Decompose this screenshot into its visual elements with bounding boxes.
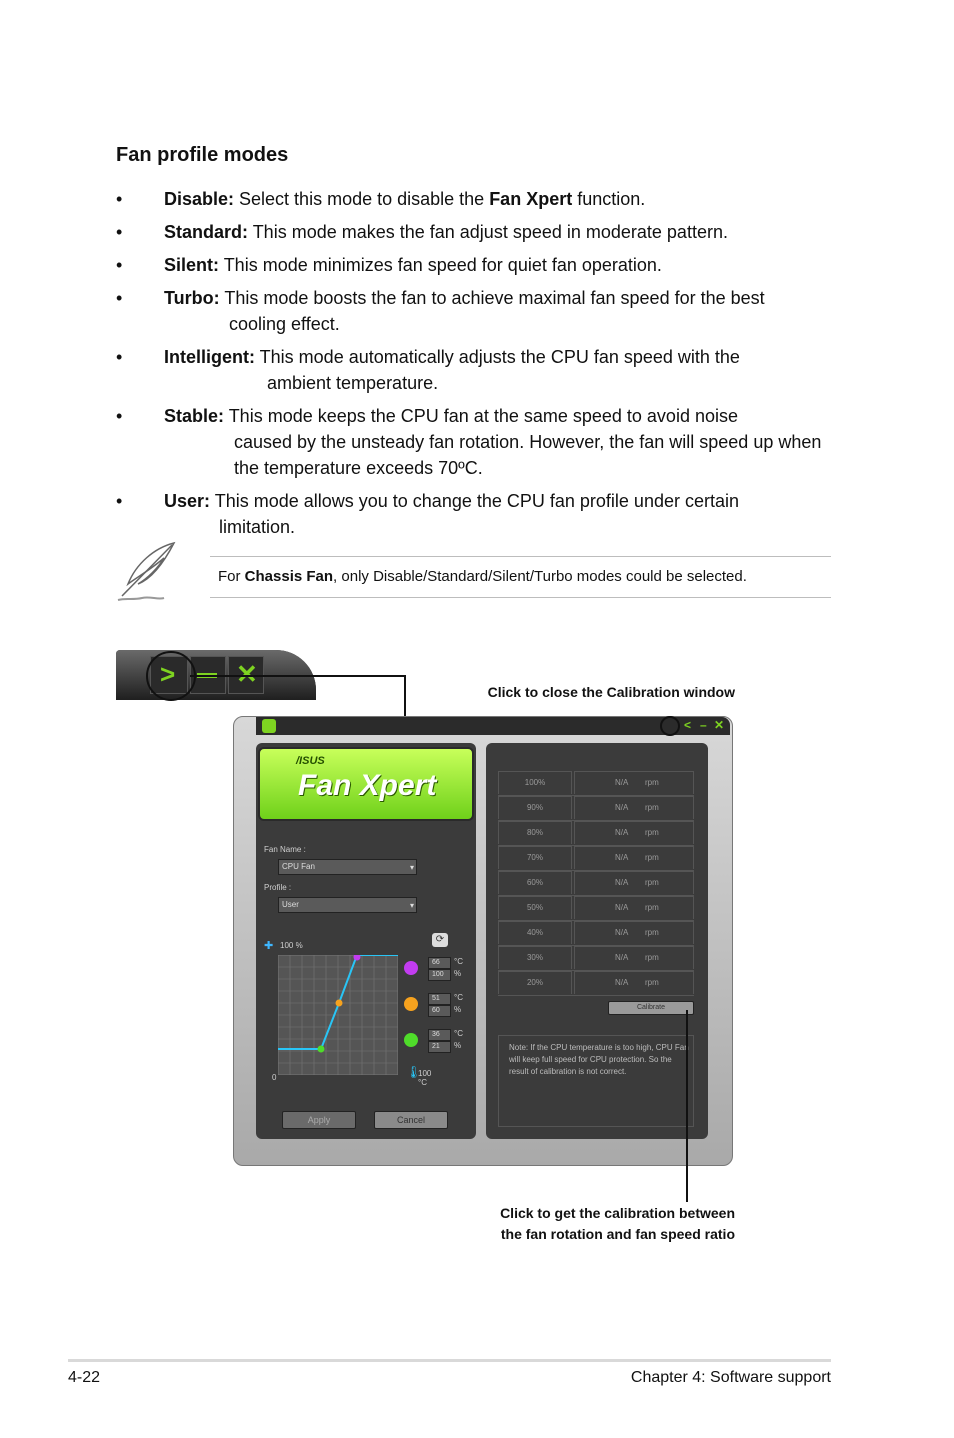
chapter-title: Chapter 4: Software support [630,1369,831,1386]
mode-item-user: • User: This mode allows you to change the CPU fan profile under certain limitation. [116,491,739,537]
fan-xpert-logo: /ISUS Fan Xpert [258,747,474,821]
mode-list [116,186,836,547]
callout-calibrate: Click to get the calibration between the fan rotation and fan speed ratio [500,1205,735,1242]
reset-button[interactable]: ⟳ [432,933,448,947]
thermometer-icon: 🌡 [406,1065,422,1079]
calibration-panel [486,743,708,1139]
table-row: 20% N/A rpm [498,971,694,996]
highlight-circle-small [660,716,680,736]
calibrate-button[interactable]: Calibrate [608,1001,694,1015]
highlight-circle [146,651,196,701]
window-titlebar [256,717,730,735]
footer-rule [68,1359,831,1362]
settings-panel: /ISUS Fan Xpert Fan Name : CPU Fan ▾ Profile : User ▾ ✚ 100 % ⟳ 0 66 100 °C % 51 60 °C % 36 21 °C % 🌡 100 °C Apply Cancel [256,743,476,1139]
mode-item-disable: • Disable: Select this mode to disable the Fan Xpert function. [116,189,646,209]
chevron-down-icon: ▾ [409,901,414,910]
mode-item-turbo: • Turbo: This mode boosts the fan to achieve maximal fan speed for the best cooling effect. [116,288,765,334]
section-heading: Fan profile modes [116,144,289,166]
table-row: 40% N/A rpm [498,921,694,946]
table-row: 80% N/A rpm [498,821,694,846]
close-icon: ✕ [236,659,258,689]
mode-item-stable: • Stable: This mode keeps the CPU fan at the same speed to avoid noise caused by the unsteady fan rotation. However, the fan will speed up when the temperature exceeds 70ºC. [116,406,822,478]
point-low[interactable] [318,1046,325,1053]
leader-line [190,672,410,720]
fan-xpert-window [233,716,733,1166]
calibration-table [498,771,694,996]
chevron-down-icon: ▾ [409,863,414,872]
note-box: For Chassis Fan, only Disable/Standard/Silent/Turbo modes could be selected. [210,556,831,598]
fan-name-select[interactable]: CPU Fan ▾ [278,859,417,875]
table-row: 90% N/A rpm [498,796,694,821]
table-row: 30% N/A rpm [498,946,694,971]
mode-item-standard: • Standard: This mode makes the fan adjust speed in moderate pattern. [116,222,728,242]
callout-close: Click to close the Calibration window [487,684,735,700]
table-row: 100% N/A rpm [498,771,694,796]
page-number: 4-22 [68,1369,101,1386]
close-icon[interactable]: ✕ [714,718,725,732]
fan-icon: ✚ [264,940,274,952]
mode-item-silent: • Silent: This mode minimizes fan speed for quiet fan operation. [116,255,662,275]
leader-line-calibrate [682,1010,692,1204]
cancel-button[interactable]: Cancel [374,1111,448,1129]
apply-button[interactable]: Apply [282,1111,356,1129]
calibration-note: Note: If the CPU temperature is too high, CPU Fan will keep full speed for CPU protection. So the result of calibration is not correct. [498,1035,694,1127]
fan-app-icon [262,719,276,733]
chevron-right-icon: > [160,659,176,689]
minimize-icon[interactable]: – [700,718,707,732]
profile-select[interactable]: User ▾ [278,897,417,913]
back-icon[interactable]: < [684,718,692,732]
fan-curve-graph[interactable] [278,955,398,1075]
table-row: 60% N/A rpm [498,871,694,896]
point-mid[interactable] [336,1000,343,1007]
table-row: 70% N/A rpm [498,846,694,871]
green-dot-icon [404,1033,418,1047]
quill-note-icon [114,540,178,604]
purple-dot-icon [404,961,418,975]
orange-dot-icon [404,997,418,1011]
mode-item-intelligent: • Intelligent: This mode automatically adjusts the CPU fan speed with the ambient temperature. [116,347,740,393]
table-row: 50% N/A rpm [498,896,694,921]
